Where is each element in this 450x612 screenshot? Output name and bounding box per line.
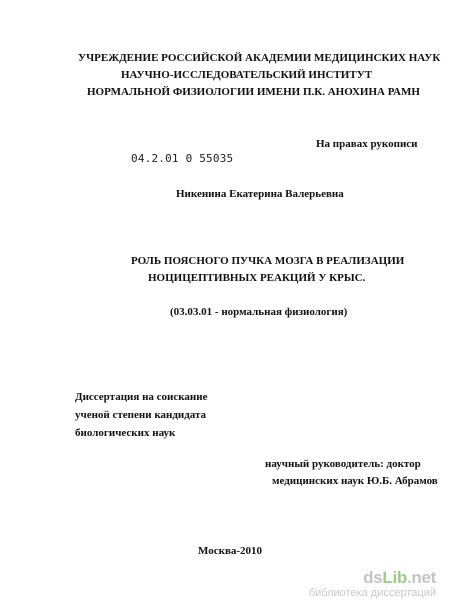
supervisor-line-1: научный руководитель: доктор — [265, 458, 421, 470]
dissertation-line-3: биологических наук — [75, 427, 176, 439]
stamp-code: 04.2.01 0 55035 — [131, 152, 234, 165]
dissertation-line-2: ученой степени кандидата — [75, 409, 207, 421]
specialty-code: (03.03.01 - нормальная физиология) — [170, 306, 348, 318]
watermark — [309, 569, 436, 600]
supervisor-line-2: медицинских наук Ю.Б. Абрамов — [272, 475, 438, 487]
thesis-title-line-2: НОЦИЦЕПТИВНЫХ РЕАКЦИЙ У КРЫС. — [148, 272, 366, 284]
dissertation-line-1: Диссертация на соискание — [75, 391, 208, 403]
watermark-subtitle: библиотека диссертаций — [308, 587, 436, 599]
watermark-logo: dsLib.net — [363, 568, 436, 587]
author-name: Никенина Екатерина Валерьевна — [176, 188, 344, 200]
institution-line-3: НОРМАЛЬНОЙ ФИЗИОЛОГИИ ИМЕНИ П.К. АНОХИНА РАМН — [87, 86, 420, 98]
rights-note: На правах рукописи — [316, 138, 418, 150]
thesis-title-line-1: РОЛЬ ПОЯСНОГО ПУЧКА МОЗГА В РЕАЛИЗАЦИИ — [131, 255, 405, 267]
institution-line-2: НАУЧНО-ИССЛЕДОВАТЕЛЬСКИЙ ИНСТИТУТ — [121, 69, 373, 81]
city-year: Москва-2010 — [198, 545, 263, 557]
institution-line-1: УЧРЕЖДЕНИЕ РОССИЙСКОЙ АКАДЕМИИ МЕДИЦИНСКИХ НАУК — [78, 52, 441, 64]
